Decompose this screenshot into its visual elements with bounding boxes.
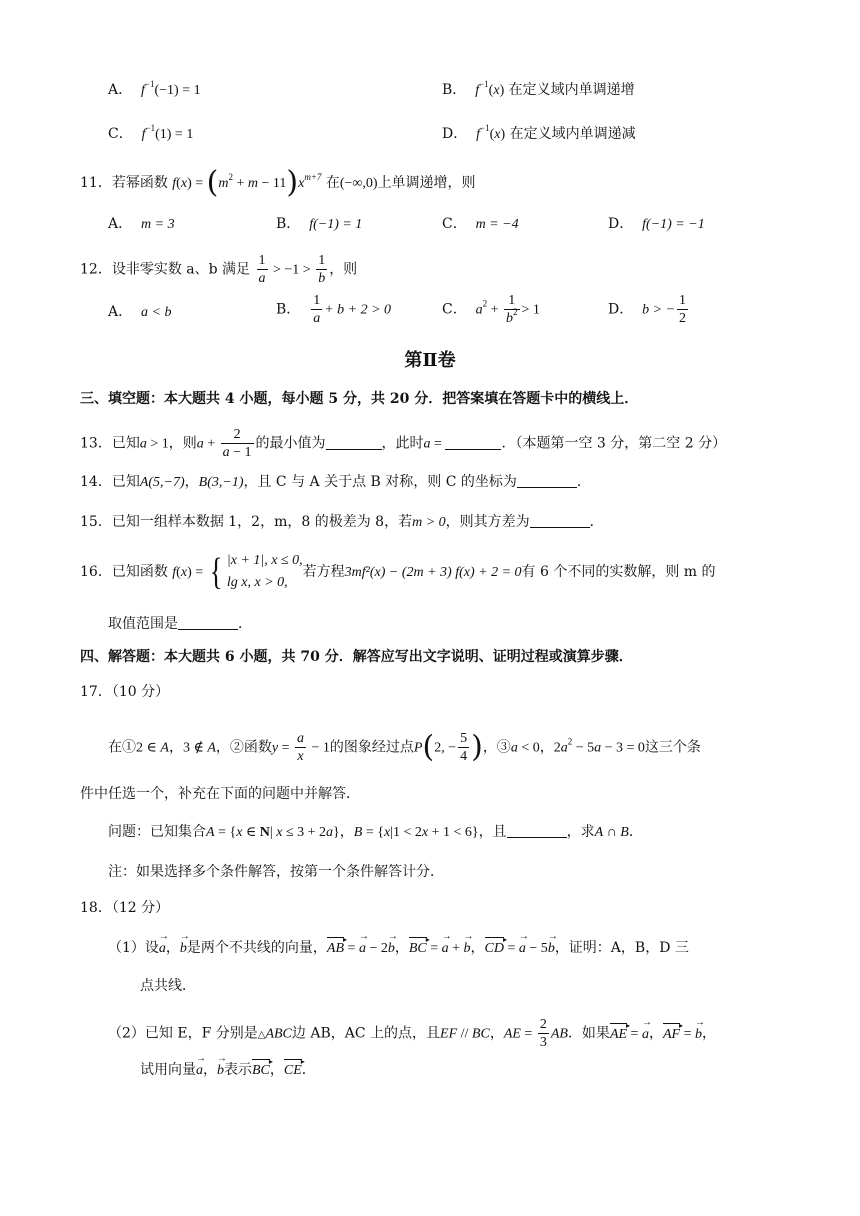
q18-part1-line2: 点共线． xyxy=(140,978,196,994)
q12-stem: 12．设非零实数 a、b 满足 $\frac{1}{a}$ > −1 > $\frac{1}{b}$ ，则 xyxy=(80,253,358,286)
q14: 14．已知A(5,−7)，B(3,−1)，且 C 与 A 关于点 B 对称，则 C 的坐标为 ． xyxy=(80,474,591,490)
q17-head: 17．（10 分） xyxy=(80,684,170,700)
q17-blank[interactable] xyxy=(507,823,567,838)
q17-line3: 问题：已知集合A = {x ∈ N| x ≤ 3 + 2a}，B = {x|1 < 2x + 1 < 6}，且 ，求A ∩ B． xyxy=(108,824,643,840)
q17-note: 注：如果选择多个条件解答，按第一个条件解答计分． xyxy=(108,864,444,880)
q11-stem: 11．若幂函数 $f(x) = (m^2 + m - 11)x^{m+7}$ 在(−∞,0)上单调递增，则 xyxy=(80,165,476,200)
section-fill-in-heading: 三、填空题：本大题共 4 小题，每小题 5 分，共 20 分．把答案填在答题卡中的横线上． xyxy=(80,391,639,407)
q12-option-d: D． b > − $\frac{1}{2}$ xyxy=(608,293,687,326)
q18-part1: （1）设→ a，→ b是两个不共线的向量，AB ▸ = → a − 2→ b，BC ▸ = → a + → b，CD ▸ = → a − 5→ b，证明：A，B，D 三 xyxy=(108,938,689,959)
q17-line2: 件中任选一个，补充在下面的问题中并解答． xyxy=(80,786,360,802)
q16: 16．已知函数 f(x) = { |x + 1|, x ≤ 0, lg x, x > 0, 若方程3mf²(x) − (2m + 3) f(x) + 2 = 0有 6 个不同的实数解，则 m 的 xyxy=(80,551,716,593)
q11-option-c: C． m = −4 xyxy=(442,216,519,232)
q10-option-c: C． $f^{-1}(1) = 1$ xyxy=(108,123,194,142)
q18-part2: （2）已知 E，F 分别是△ABC边 AB，AC 上的点，且EF // BC，AE = $\frac{2}{3}$ AB．如果AE ▸ = → a，AF ▸ = → b， xyxy=(108,1016,716,1051)
part-title: 第Ⅱ卷 xyxy=(404,350,456,371)
q18-part2-line2: 试用向量→ a，→ b表示BC ▸，CE ▸． xyxy=(140,1060,316,1081)
q11-option-d: D． f(−1) = −1 xyxy=(608,216,705,232)
q18-head: 18．（12 分） xyxy=(80,900,170,916)
q12-option-b: B． $\frac{1}{a}$ + b + 2 > 0 xyxy=(276,293,392,326)
q15-blank[interactable] xyxy=(530,513,590,528)
q15: 15．已知一组样本数据 1，2，m，8 的极差为 8，若m > 0，则其方差为 ． xyxy=(80,514,604,530)
section-answer-heading: 四、解答题：本大题共 6 小题，共 70 分．解答应写出文字说明、证明过程或演算步骤． xyxy=(80,649,633,665)
q10-option-b: B． $f^{-1}(x)$ 在定义域内单调递增 xyxy=(442,79,635,98)
q13: 13．已知a > 1，则a + $\frac{2}{a - 1}$ 的最小值为 ，此时a = ．（本题第一空 3 分，第二空 2 分） xyxy=(80,427,727,460)
q12-option-a: A． a < b xyxy=(108,304,172,320)
q11-option-a: A． m = 3 xyxy=(108,216,175,232)
q12-option-c: C． $a^2$ + $\frac{1}{b^2}$ > 1 xyxy=(442,293,540,326)
q13-blank-1[interactable] xyxy=(326,435,382,450)
q16-blank[interactable] xyxy=(178,615,238,630)
q14-blank[interactable] xyxy=(517,473,577,488)
q16-line2: 取值范围是 ． xyxy=(108,616,252,632)
q10-option-d: D． $f^{-1}(x)$ 在定义域内单调递减 xyxy=(442,123,636,142)
q17-line1: 在①2 ∈ A，3 ∉ A，②函数y = $\frac{a}{x}$ − 1的图象经过点P(2, − $\frac{5}{4}$ )，③a < 0，$2a^2 - 5a - 3 = 0$这三个条 xyxy=(108,729,701,765)
q10-option-a: A． $f^{-1}(-1) = 1$ xyxy=(108,79,201,98)
q13-blank-2[interactable] xyxy=(445,435,501,450)
q11-option-b: B． f(−1) = 1 xyxy=(276,216,363,232)
